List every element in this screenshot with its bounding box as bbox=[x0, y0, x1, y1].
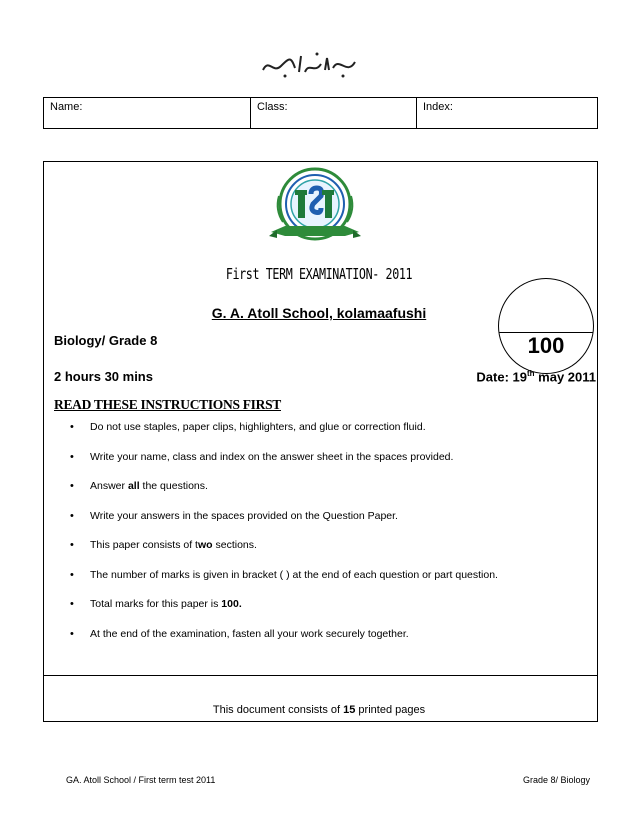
instruction-item: • Write your name, class and index on the answer sheet in the spaces provided. bbox=[70, 450, 454, 463]
instruction-item: • This paper consists of two sections. bbox=[70, 539, 257, 551]
exam-title: First TERM EXAMINATION- 2011 bbox=[225, 265, 413, 283]
subject-grade: Biology/ Grade 8 bbox=[54, 333, 158, 348]
class-field[interactable] bbox=[251, 98, 417, 128]
instruction-item: • Answer all the questions. bbox=[70, 480, 208, 492]
instructions-heading: READ THESE INSTRUCTIONS FIRST bbox=[54, 397, 281, 412]
instruction-item: • At the end of the examination, fasten all your work securely together. bbox=[70, 627, 409, 640]
exam-date bbox=[476, 369, 596, 384]
bullet-icon: • bbox=[70, 450, 74, 463]
marks-circle bbox=[498, 278, 594, 374]
index-label: Index: bbox=[423, 101, 453, 113]
bullet-icon: • bbox=[70, 568, 74, 581]
footer-right: Grade 8/ Biology bbox=[522, 775, 590, 785]
bullet-icon: • bbox=[70, 509, 74, 522]
instruction-item: • The number of marks is given in bracket ( ) at the end of each question or part question. bbox=[70, 568, 498, 581]
class-label: Class: bbox=[257, 101, 288, 113]
school-name: G. A. Atoll School, kolamaafushi bbox=[211, 305, 427, 321]
instructions-list bbox=[70, 420, 590, 656]
index-field[interactable] bbox=[417, 98, 597, 128]
instruction-item: • Total marks for this paper is 100. bbox=[70, 598, 242, 610]
bullet-icon: • bbox=[70, 627, 74, 640]
page-count-note: This document consists of 15 printed pages bbox=[212, 704, 426, 716]
footer-left: GA. Atoll School / First term test 2011 bbox=[66, 775, 216, 785]
total-marks: 100 bbox=[527, 333, 565, 358]
date-prefix: Date: 19 bbox=[476, 369, 527, 385]
name-field[interactable] bbox=[44, 98, 251, 128]
instruction-item: • Do not use staples, paper clips, highlighters, and glue or correction fluid. bbox=[70, 421, 426, 433]
student-info-table bbox=[43, 97, 598, 129]
bismillah-calligraphy bbox=[255, 48, 365, 80]
date-suffix-sup: th bbox=[526, 369, 535, 378]
bullet-icon: • bbox=[70, 480, 74, 492]
date-suffix: may 2011 bbox=[534, 369, 596, 385]
bullet-icon: • bbox=[70, 598, 74, 610]
box-divider bbox=[43, 675, 598, 676]
exam-duration: 2 hours 30 mins bbox=[54, 369, 153, 384]
name-label: Name: bbox=[50, 101, 83, 113]
school-logo bbox=[265, 166, 365, 252]
bullet-icon: • bbox=[70, 539, 74, 551]
bullet-icon: • bbox=[70, 421, 74, 433]
instruction-item: • Write your answers in the spaces provided on the Question Paper. bbox=[70, 509, 398, 522]
